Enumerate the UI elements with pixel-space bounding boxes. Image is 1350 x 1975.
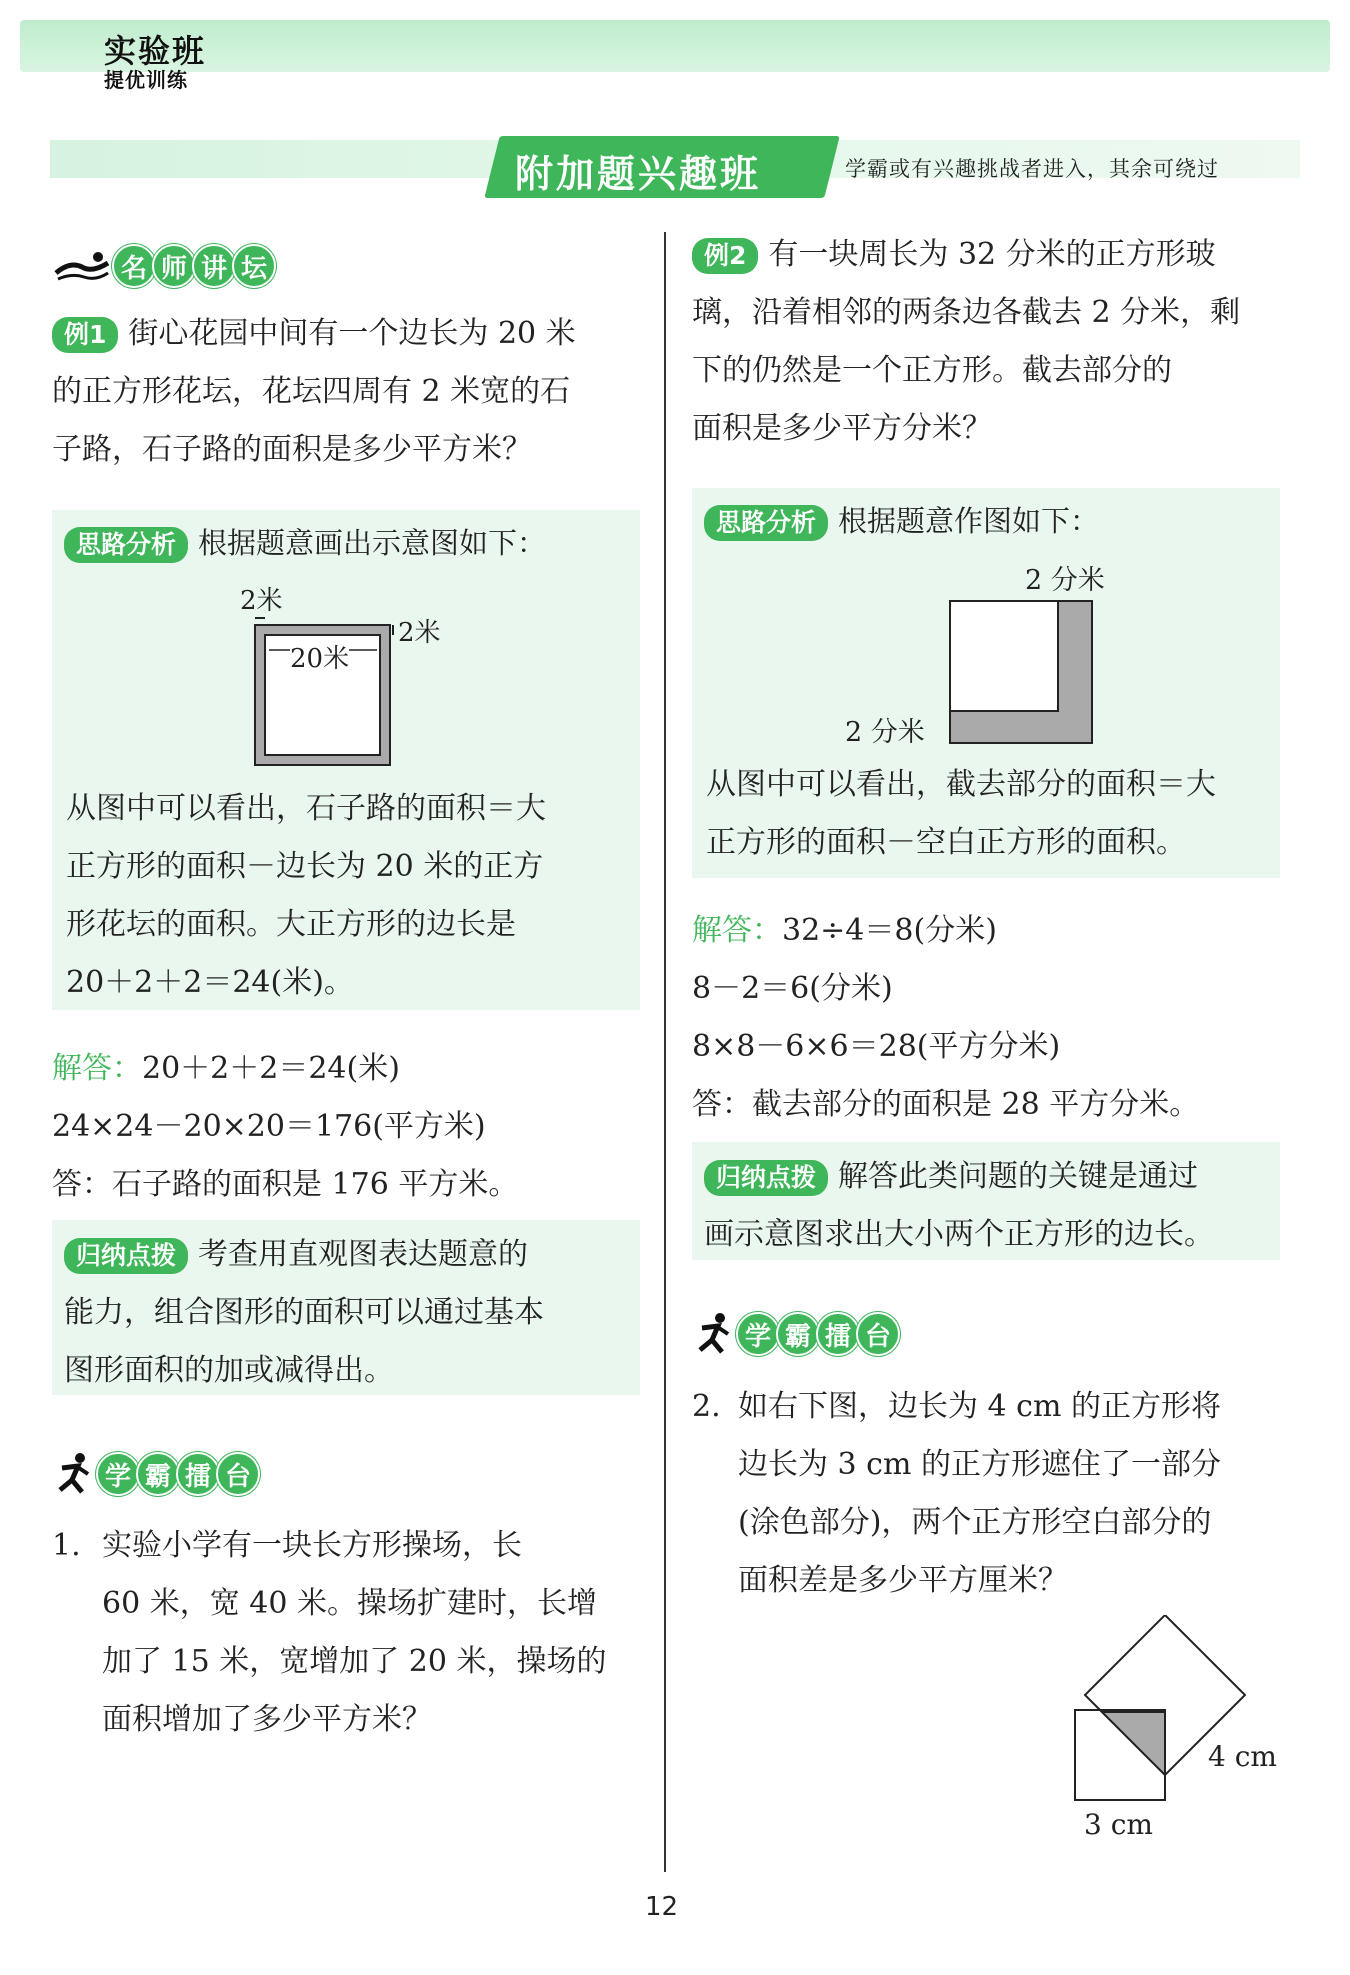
problem1-num: 1. <box>52 1528 81 1563</box>
fig1-label-right: 2米 <box>398 618 441 648</box>
analysis1-intro: 根据题意画出示意图如下： <box>198 526 547 560</box>
heading-char: 师 <box>152 244 196 288</box>
fig2-label-left: 2 分米 <box>845 717 925 748</box>
example2-line: 璃，沿着相邻的两条边各截去 2 分米，剩 <box>692 295 1241 330</box>
heading-char: 讲 <box>192 244 236 288</box>
heading-char: 名 <box>112 244 156 288</box>
runner-icon <box>692 1312 736 1356</box>
section-heading-teacher <box>52 244 272 288</box>
example2-line: 面积是多少平方分米？ <box>692 411 992 446</box>
example1-tag: 例1 <box>52 317 118 353</box>
heading-char: 擂 <box>816 1312 860 1356</box>
column-divider <box>664 232 666 1872</box>
example2-line: 下的仍然是一个正方形。截去部分的 <box>692 353 1172 388</box>
summary1-tag: 归纳点拨 <box>64 1238 188 1274</box>
heading-char: 学 <box>96 1452 140 1496</box>
summary1-line: 能力，组合图形的面积可以通过基本 <box>64 1295 544 1330</box>
example1 <box>52 305 642 479</box>
summary2-tag: 归纳点拨 <box>704 1160 828 1196</box>
problem1-line: 实验小学有一块长方形操场，长 <box>102 1528 522 1563</box>
answer1-line: 24×24－20×20＝176(平方米) <box>52 1109 486 1144</box>
answer2 <box>692 902 1292 1134</box>
problem2 <box>692 1378 1302 1610</box>
example2-tag: 例2 <box>692 238 758 274</box>
answer2-line: 答：截去部分的面积是 28 平方分米。 <box>692 1087 1200 1122</box>
fig3-label-3cm: 3 cm <box>1084 1808 1153 1841</box>
figure-overlapping-squares <box>1060 1615 1260 1815</box>
answer2-line: 8－2＝6(分米) <box>692 971 893 1006</box>
analysis1-line: 从图中可以看出，石子路的面积＝大 <box>66 791 546 826</box>
example2-line: 有一块周长为 32 分米的正方形玻 <box>768 237 1216 272</box>
fig1-label-top: 2米 <box>240 586 283 616</box>
analysis1-tag: 思路分析 <box>64 527 188 563</box>
heading-char: 擂 <box>176 1452 220 1496</box>
fig3-label-4cm: 4 cm <box>1208 1740 1277 1773</box>
runner-icon <box>52 1452 96 1496</box>
summary1 <box>64 1226 636 1400</box>
example1-line: 子路，石子路的面积是多少平方米？ <box>52 432 532 467</box>
series-subtitle: 提优训练 <box>104 68 188 92</box>
heading-char: 坛 <box>232 244 276 288</box>
summary2 <box>704 1148 1276 1264</box>
heading-char: 霸 <box>136 1452 180 1496</box>
header-band <box>20 20 1330 72</box>
answer2-label: 解答： <box>692 913 782 948</box>
series-title: 实验班 <box>104 32 207 70</box>
analysis2-intro-row <box>704 498 1099 544</box>
answer2-line: 32÷4＝8(分米) <box>782 913 997 948</box>
answer1 <box>52 1040 642 1214</box>
fig1-label-inner: 20米 <box>290 638 349 675</box>
heading-char: 台 <box>216 1452 260 1496</box>
example1-line: 的正方形花坛，花坛四周有 2 米宽的石 <box>52 374 571 409</box>
analysis1-text <box>66 780 636 1012</box>
heading-char: 台 <box>856 1312 900 1356</box>
figure-cut-square <box>940 595 1100 755</box>
problem1-line: 60 米，宽 40 米。操场扩建时，长增 <box>102 1586 597 1621</box>
section-heading-challenge-left <box>52 1452 256 1496</box>
summary2-line: 画示意图求出大小两个正方形的边长。 <box>704 1217 1214 1252</box>
analysis1-line: 20＋2＋2＝24(米)。 <box>66 965 354 1000</box>
fig2-label-top: 2 分米 <box>1025 565 1105 596</box>
section-heading-challenge-right <box>692 1312 896 1356</box>
page-number: 12 <box>645 1892 679 1922</box>
answer1-line: 20＋2＋2＝24(米) <box>142 1051 400 1086</box>
banner-note: 学霸或有兴趣挑战者进入，其余可绕过 <box>845 157 1219 181</box>
summary2-line: 解答此类问题的关键是通过 <box>838 1159 1199 1194</box>
analysis1-line: 形花坛的面积。大正方形的边长是 <box>66 907 516 942</box>
problem2-line: (涂色部分)，两个正方形空白部分的 <box>738 1505 1212 1540</box>
answer1-line: 答：石子路的面积是 176 平方米。 <box>52 1167 519 1202</box>
problem1-line: 加了 15 米，宽增加了 20 米，操场的 <box>102 1644 607 1679</box>
example1-line: 街心花园中间有一个边长为 20 米 <box>128 316 576 351</box>
analysis1-line: 正方形的面积－边长为 20 米的正方 <box>66 849 544 884</box>
example2 <box>692 226 1292 458</box>
heading-char: 学 <box>736 1312 780 1356</box>
summary1-line: 图形面积的加或减得出。 <box>64 1353 394 1388</box>
analysis1-intro-row <box>64 520 546 566</box>
problem1-line: 面积增加了多少平方米？ <box>102 1702 432 1737</box>
heading-char: 霸 <box>776 1312 820 1356</box>
analysis2-intro: 根据题意作图如下： <box>838 504 1100 538</box>
problem2-line: 如右下图，边长为 4 cm 的正方形将 <box>738 1389 1221 1424</box>
problem1 <box>52 1517 652 1749</box>
problem2-line: 边长为 3 cm 的正方形遮住了一部分 <box>738 1447 1221 1482</box>
banner-title: 附加题兴趣班 <box>515 152 762 196</box>
problem2-line: 面积差是多少平方厘米？ <box>738 1563 1068 1598</box>
swimmer-icon <box>52 249 112 283</box>
problem2-num: 2. <box>692 1389 721 1424</box>
answer1-label: 解答： <box>52 1051 142 1086</box>
summary1-line: 考查用直观图表达题意的 <box>198 1237 529 1272</box>
analysis2-tag: 思路分析 <box>704 505 828 541</box>
analysis2-line: 从图中可以看出，截去部分的面积＝大 <box>706 767 1216 802</box>
analysis2-line: 正方形的面积－空白正方形的面积。 <box>706 825 1186 860</box>
analysis2-text <box>706 756 1278 872</box>
answer2-line: 8×8－6×6＝28(平方分米) <box>692 1029 1061 1064</box>
